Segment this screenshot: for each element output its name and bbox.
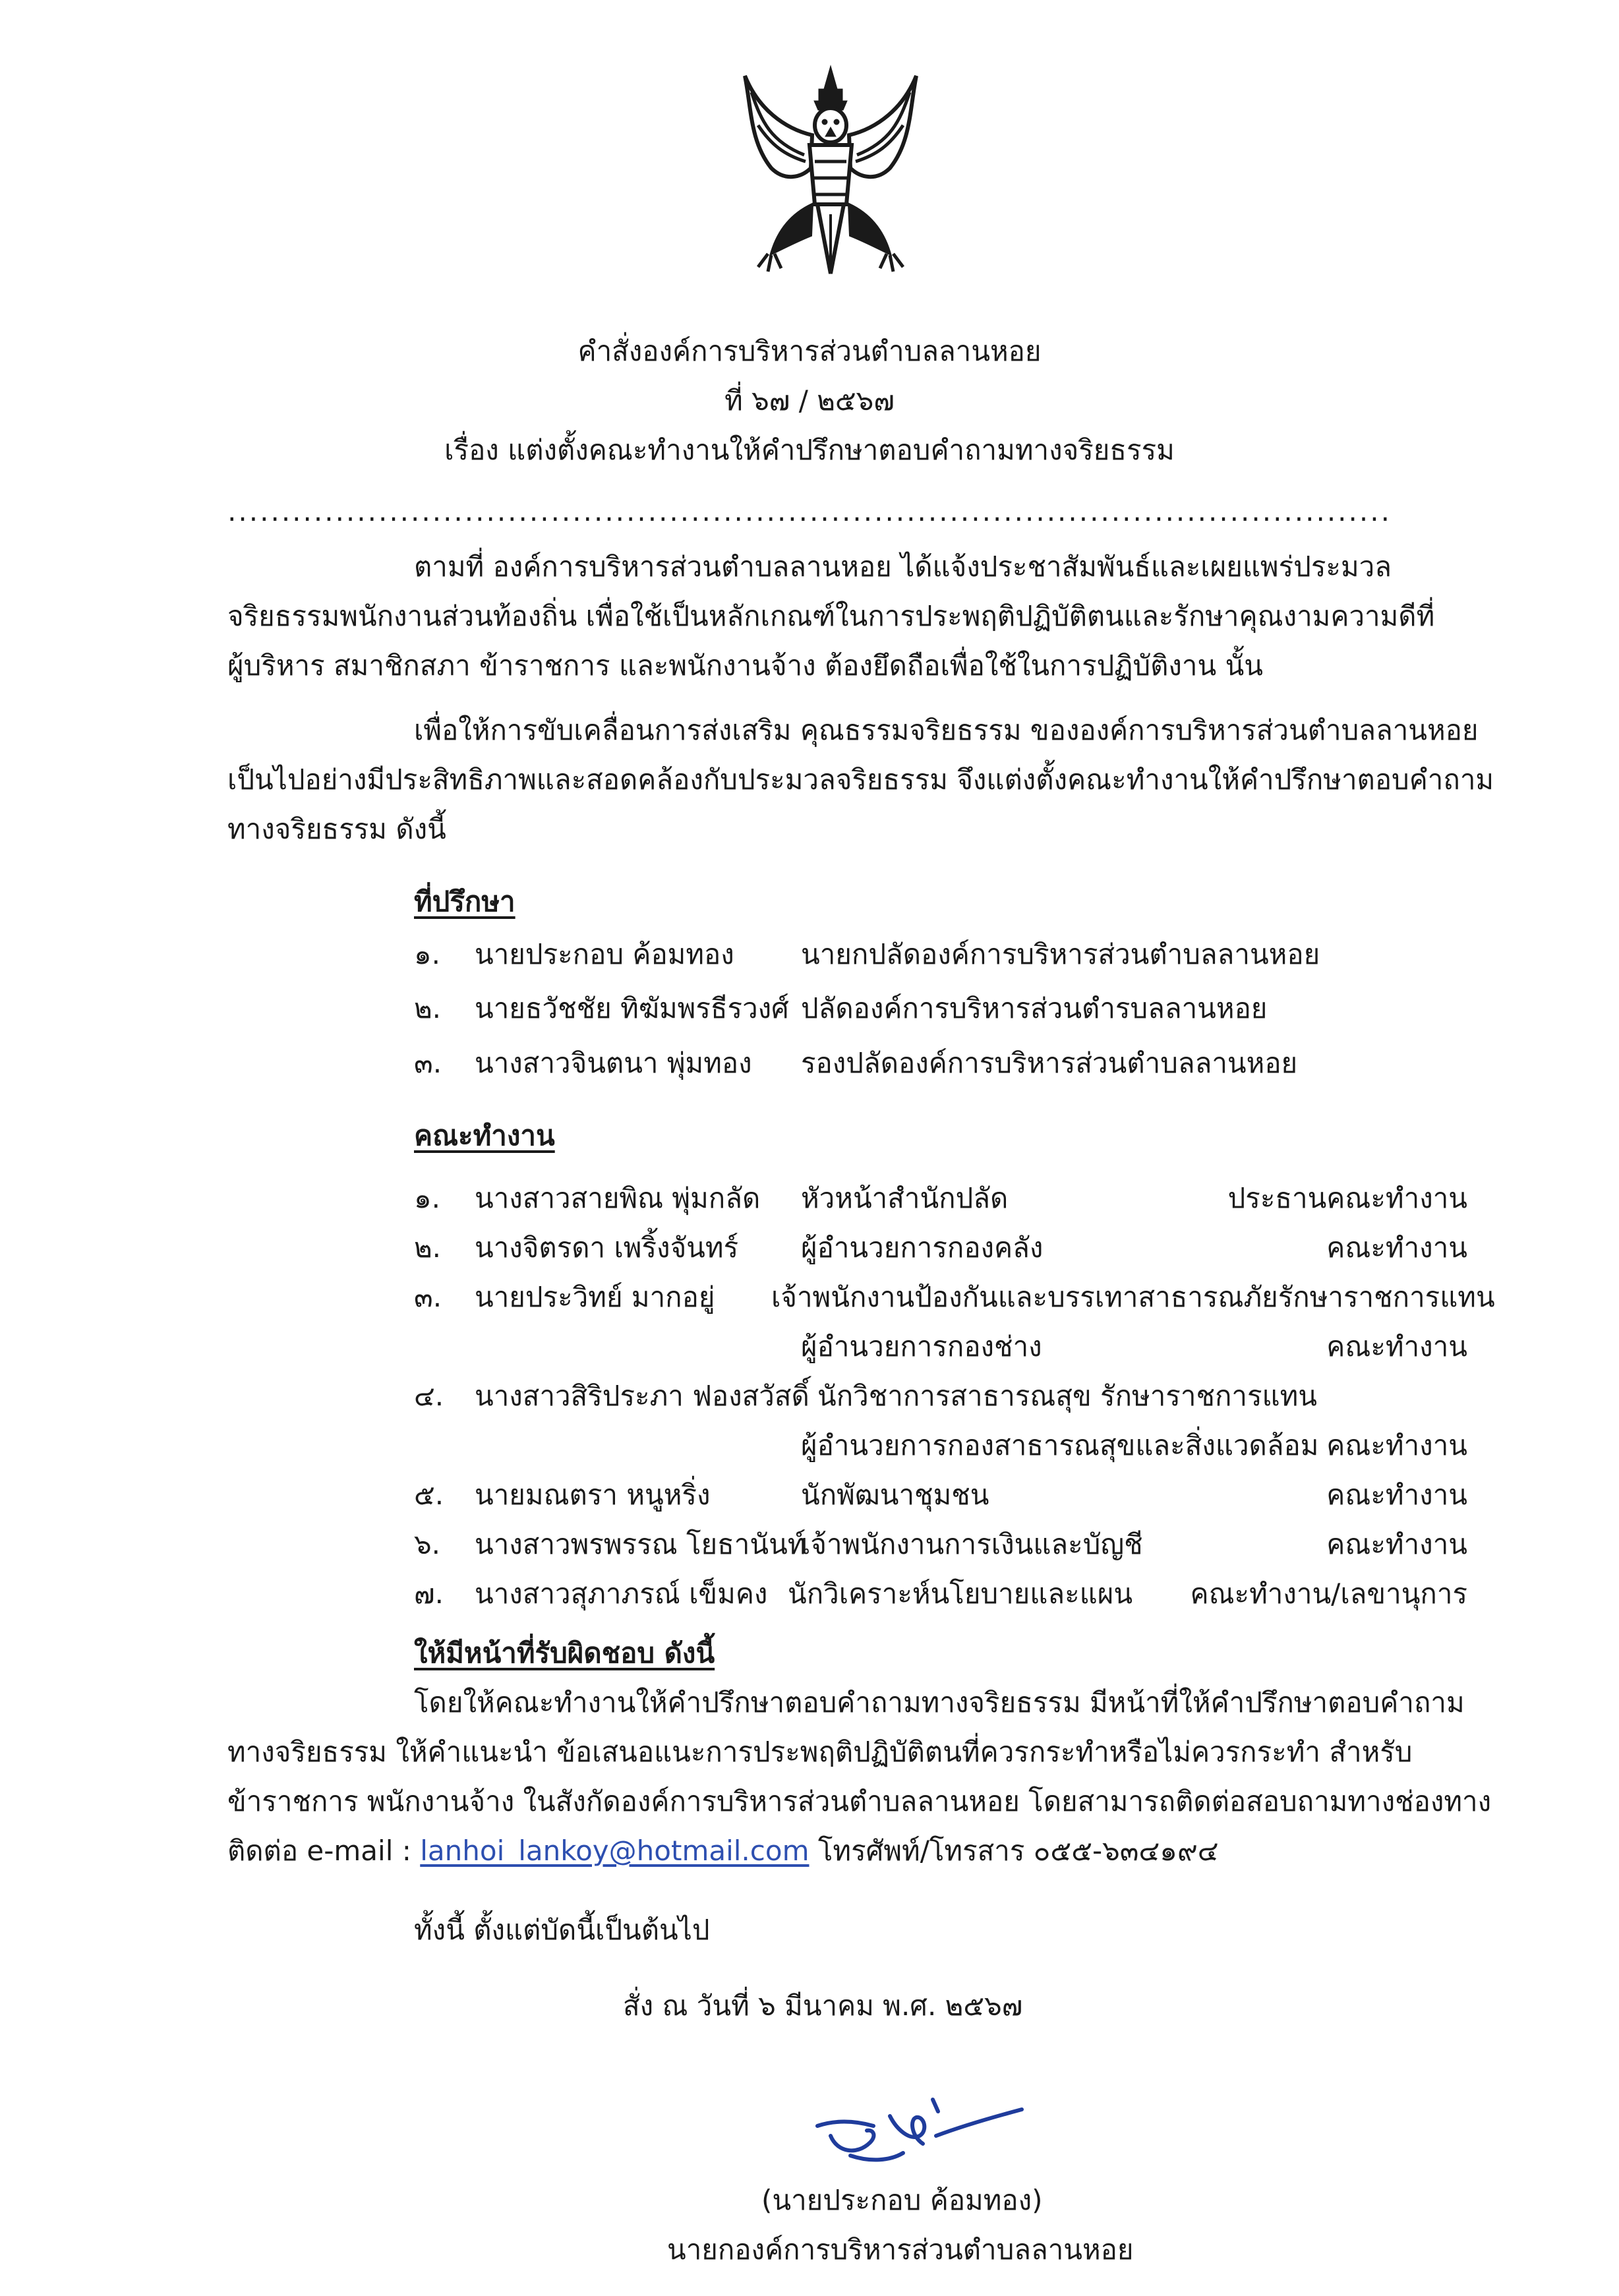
member-role: คณะทำงาน/เลขานุการ — [1190, 1577, 1467, 1610]
signatory-title: นายกองค์การบริหารส่วนตำบลลานหอย — [667, 2233, 1134, 2266]
advisor-position: ปลัดองค์การบริหารส่วนตำรบลลานหอย — [801, 992, 1268, 1024]
member-position-line-2: ผู้อำนวยการกองช่าง — [801, 1330, 1042, 1363]
member-number: ๗. — [414, 1577, 444, 1610]
intro-p2-line-3: ทางจริยธรรม ดังนี้ — [227, 813, 446, 845]
document-title: คำสั่งองค์การบริหารส่วนตำบลลานหอย — [577, 335, 1042, 367]
member-name: นางสาวพรพรรณ โยธานันท์ — [475, 1528, 806, 1560]
member-role: คณะทำงาน — [1326, 1231, 1467, 1264]
member-position: นักวิเคราะห์นโยบายและแผน — [788, 1577, 1133, 1610]
handwritten-signature-icon — [811, 2090, 1028, 2175]
member-position: เจ้าพนักงานการเงินและบัญชี — [801, 1528, 1143, 1560]
member-position: ผู้อำนวยการกองคลัง — [801, 1231, 1044, 1264]
garuda-emblem-icon — [732, 63, 929, 280]
signatory-name: (นายประกอบ ค้อมทอง) — [761, 2184, 1043, 2216]
advisor-position: นายกปลัดองค์การบริหารส่วนตำบลลานหอย — [801, 938, 1320, 970]
member-role: คณะทำงาน — [1326, 1479, 1467, 1511]
advisor-name: นางสาวจินตนา พุ่มทอง — [475, 1047, 752, 1079]
member-role: ประธานคณะทำงาน — [1227, 1182, 1467, 1214]
document-number: ที่ ๖๗ / ๒๕๖๗ — [724, 384, 895, 417]
member-number: ๕. — [414, 1479, 444, 1511]
advisor-position: รองปลัดองค์การบริหารส่วนตำบลลานหอย — [801, 1047, 1298, 1079]
intro-p1-line-1: ตามที่ องค์การบริหารส่วนตำบลลานหอย ได้แจ้งประชาสัมพันธ์และเผยแพร่ประมวล — [414, 550, 1392, 583]
member-number: ๒. — [414, 1231, 442, 1264]
effective-statement: ทั้งนี้ ตั้งแต่บัดนี้เป็นต้นไป — [414, 1914, 710, 1946]
duties-line-1: โดยให้คณะทำงานให้คำปรึกษาตอบคำถามทางจริยธรรม มีหน้าที่ให้คำปรึกษาตอบคำถาม — [414, 1686, 1465, 1719]
member-position: นักพัฒนาชุมชน — [801, 1479, 989, 1511]
member-name: นางสาวสุภาภรณ์ เข็มคง — [475, 1577, 768, 1610]
advisor-number: ๓. — [414, 1047, 442, 1079]
member-number: ๑. — [414, 1182, 441, 1214]
contact-line — [227, 1833, 1219, 1869]
member-position-line-2: ผู้อำนวยการกองสาธารณสุขและสิ่งแวดล้อม — [801, 1429, 1319, 1461]
contact-phone: โทรศัพท์/โทรสาร ๐๕๕-๖๓๔๑๙๔ — [817, 1835, 1219, 1867]
intro-p1-line-2: จริยธรรมพนักงานส่วนท้องถิ่น เพื่อใช้เป็นหลักเกณฑ์ในการประพฤติปฏิบัติตนและรักษาคุณงามความดีที่ — [227, 600, 1435, 632]
duties-heading: ให้มีหน้าที่รับผิดชอบ ดังนี้ — [414, 1637, 715, 1669]
member-name: นางจิตรดา เพริ้งจันทร์ — [475, 1231, 739, 1264]
member-number: ๔. — [414, 1380, 444, 1412]
intro-p2-line-1: เพื่อให้การขับเคลื่อนการส่งเสริม คุณธรรมจริยธรรม ขององค์การบริหารส่วนตำบลลานหอย — [414, 714, 1479, 746]
intro-p1-line-3: ผู้บริหาร สมาชิกสภา ข้าราชการ และพนักงานจ้าง ต้องยึดถือเพื่อใช้ในการปฏิบัติงาน นั้น — [227, 649, 1264, 682]
member-role: คณะทำงาน — [1326, 1528, 1467, 1560]
member-name: นายประวิทย์ มากอยู่ — [475, 1281, 715, 1313]
advisor-name: นายประกอบ ค้อมทอง — [475, 938, 734, 970]
advisor-number: ๒. — [414, 992, 442, 1024]
advisor-name: นายธวัชชัย ทิฆัมพรธีรวงศ์ — [475, 992, 789, 1024]
member-position: หัวหน้าสำนักปลัด — [801, 1182, 1009, 1214]
committee-heading: คณะทำงาน — [414, 1119, 555, 1152]
member-role: คณะทำงาน — [1326, 1330, 1467, 1363]
document-subject: เรื่อง แต่งตั้งคณะทำงานให้คำปรึกษาตอบคำถามทางจริยธรรม — [444, 434, 1175, 466]
member-position: นักวิชาการสาธารณสุข รักษาราชการแทน — [817, 1380, 1317, 1412]
member-number: ๖. — [414, 1528, 441, 1560]
email-link[interactable]: lanhoi_lankoy@hotmail.com — [420, 1835, 810, 1867]
duties-line-3: ข้าราชการ พนักงานจ้าง ในสังกัดองค์การบริหารส่วนตำบลลานหอย โดยสามารถติดต่อสอบถามทางช่องทาง — [227, 1785, 1492, 1817]
advisor-number: ๑. — [414, 938, 441, 970]
order-date: สั่ง ณ วันที่ ๖ มีนาคม พ.ศ. ๒๕๖๗ — [623, 1989, 1023, 2022]
member-position: เจ้าพนักงานป้องกันและบรรเทาสาธารณภัยรักษาราชการแทน — [771, 1281, 1495, 1313]
member-name: นายมณตรา หนูหริ่ง — [475, 1479, 711, 1511]
contact-prefix: ติดต่อ e-mail : — [227, 1835, 411, 1867]
duties-line-2: ทางจริยธรรม ให้คำแนะนำ ข้อเสนอแนะการประพฤติปฏิบัติตนที่ควรกระทำหรือไม่ควรกระทำ สำหรับ — [227, 1736, 1413, 1768]
member-number: ๓. — [414, 1281, 442, 1313]
member-name: นางสาวสิริประภา ฟองสวัสดิ์ — [475, 1380, 810, 1412]
intro-p2-line-2: เป็นไปอย่างมีประสิทธิภาพและสอดคล้องกับประมวลจริยธรรม จึงแต่งตั้งคณะทำงานให้คำปรึกษาตอบคำถาม — [227, 763, 1494, 796]
header-divider: ............................................................................................................ — [227, 495, 1392, 527]
member-role: คณะทำงาน — [1326, 1429, 1467, 1461]
member-name: นางสาวสายพิณ พุ่มกลัด — [475, 1182, 761, 1214]
advisors-heading: ที่ปรึกษา — [414, 885, 515, 918]
